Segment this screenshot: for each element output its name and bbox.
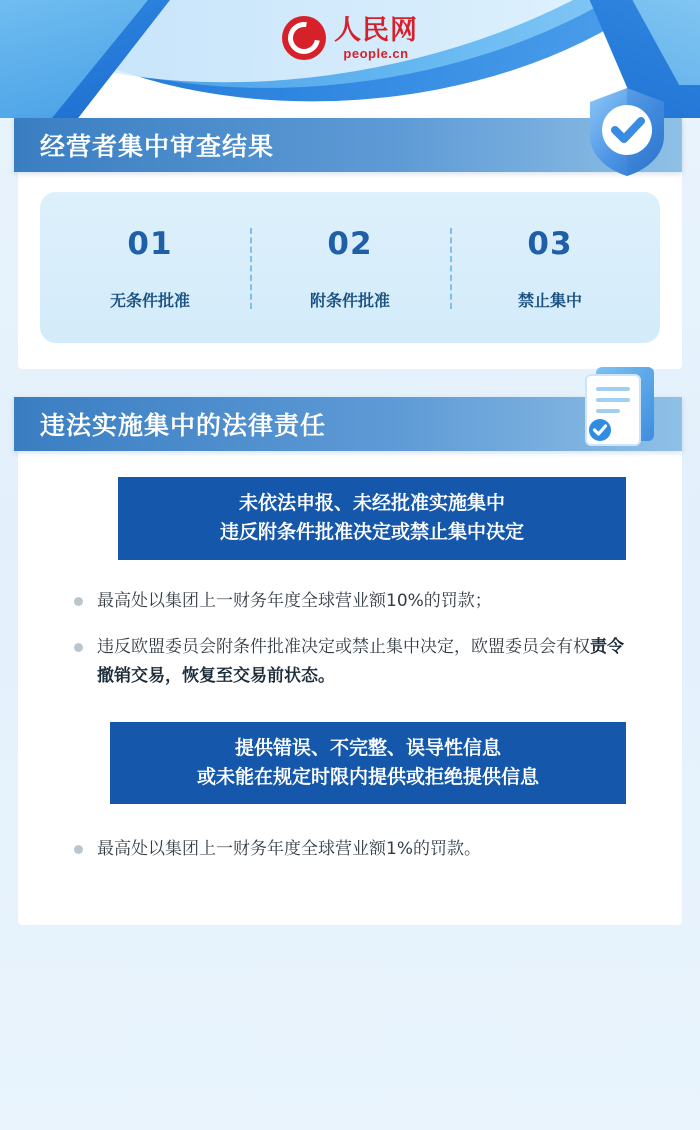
- bullet-text: [97, 633, 632, 690]
- bullet-dot-icon: [74, 643, 83, 652]
- section-title: 违法实施集中的法律责任: [40, 411, 327, 440]
- section-legal-liability: [18, 397, 682, 925]
- liability-banner-2-line-1: 提供错误、不完整、误导性信息: [234, 736, 501, 759]
- legal-liability-content: [18, 451, 682, 925]
- document-check-icon: [578, 357, 664, 453]
- liability-banner-1-line-1: 未依法申报、未经批准实施集中: [238, 492, 505, 514]
- liability-banner-2-line-2: 或未能在规定时限内提供或拒绝提供信息: [196, 765, 539, 788]
- section-header-review-result: [14, 118, 682, 172]
- result-number: 01: [127, 226, 173, 262]
- site-logo[interactable]: [282, 16, 418, 60]
- liability-banner-1: [118, 477, 626, 560]
- bullet-text: 最高处以集团上一财务年度全球营业额10%的罚款；: [97, 590, 492, 611]
- liability-bullets-group-1: [40, 578, 660, 700]
- list-item: [40, 578, 660, 625]
- logo-text-en: people.cn: [343, 45, 409, 61]
- review-result-box: [40, 192, 660, 343]
- section-review-result: [18, 118, 682, 369]
- people-cn-logo-icon: [282, 16, 326, 60]
- result-number: 02: [327, 226, 373, 262]
- result-item-2: [250, 226, 450, 311]
- check-shield-icon: [584, 84, 670, 180]
- result-label: 无条件批准: [109, 291, 190, 310]
- infographic-body: [0, 118, 700, 1130]
- liability-banner-1-line-2: 违反附条件批准决定或禁止集中决定: [219, 521, 524, 544]
- bullet-text-plain: 违反欧盟委员会附条件批准决定或禁止集中决定，欧盟委员会有权: [97, 637, 590, 658]
- list-item: [40, 826, 660, 873]
- liability-banner-2: [110, 722, 626, 805]
- result-label: 禁止集中: [517, 291, 582, 310]
- section-title: 经营者集中审查结果: [40, 132, 275, 161]
- result-number: 03: [527, 226, 573, 262]
- bullet-text: 最高处以集团上一财务年度全球营业额1%的罚款。: [97, 839, 481, 860]
- bullet-dot-icon: [74, 597, 83, 606]
- list-item: [40, 624, 660, 699]
- result-item-1: [50, 226, 250, 311]
- result-label: 附条件批准: [309, 291, 390, 310]
- bullet-dot-icon: [74, 845, 83, 854]
- liability-bullets-group-2: [40, 826, 660, 873]
- bullet-text-emphasis: 责令撤销交易，恢复至交易前状态。: [97, 637, 624, 686]
- logo-text: [334, 14, 418, 61]
- review-result-content: [18, 172, 682, 369]
- logo-text-cn: 人民网: [334, 14, 418, 46]
- result-item-3: [450, 226, 650, 311]
